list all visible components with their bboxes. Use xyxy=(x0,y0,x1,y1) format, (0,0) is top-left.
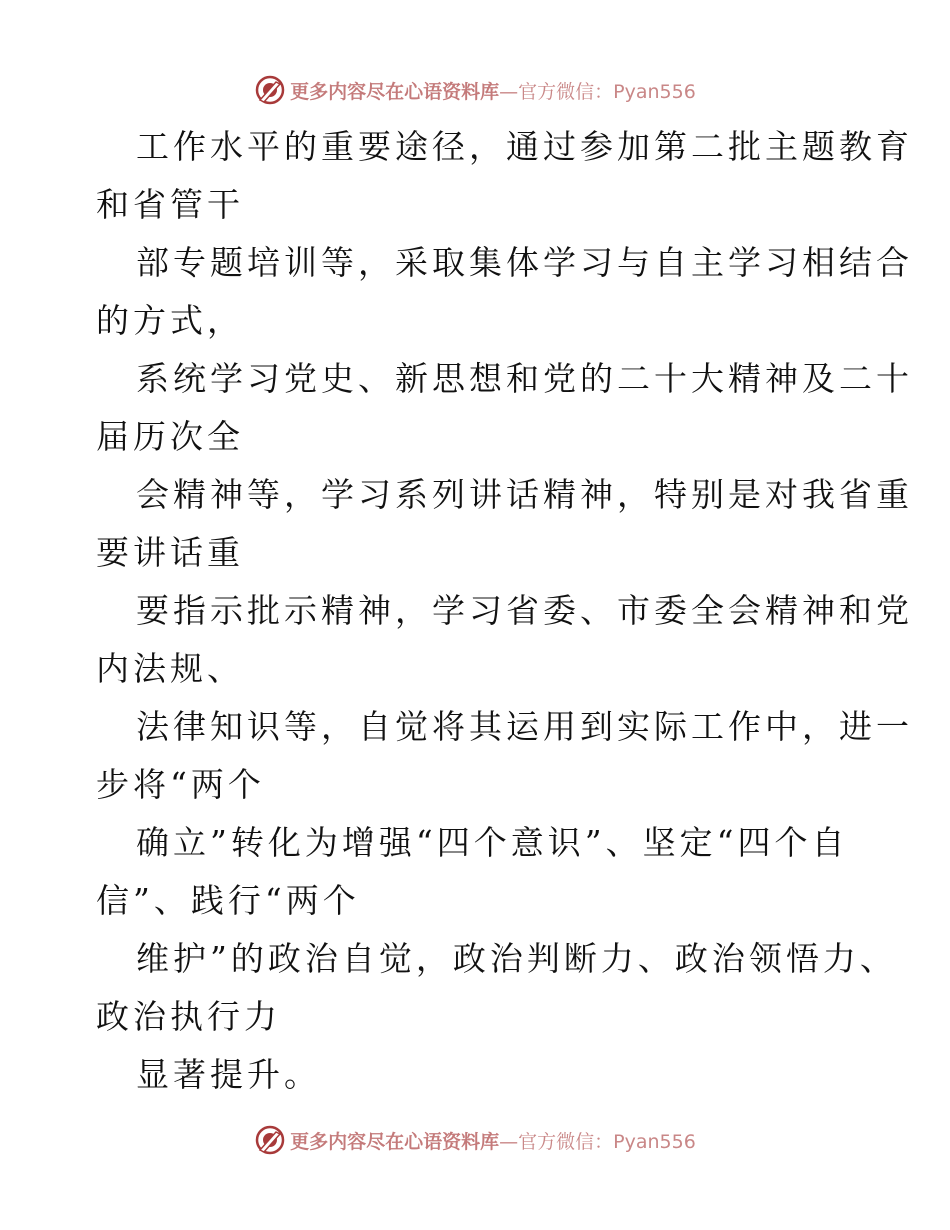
pen-logo-icon xyxy=(254,1124,286,1156)
text-line: 和省管干 xyxy=(96,185,244,224)
header-banner-text xyxy=(290,77,696,104)
header-banner xyxy=(0,70,950,110)
text-line: 工作水平的重要途径，通过参加第二批主题教育 xyxy=(136,127,913,166)
text-line: 要指示批示精神，学习省委、市委全会精神和党 xyxy=(136,591,913,630)
text-line: 法律知识等，自觉将其运用到实际工作中，进一 xyxy=(136,707,913,746)
footer-contact-text: 官方微信：Pyan556 xyxy=(518,1130,696,1153)
text-line: 内法规、 xyxy=(96,649,244,688)
text-line: 的方式， xyxy=(96,301,244,340)
text-line: 确立”转化为增强“四个意识”、坚定“四个自 xyxy=(136,823,849,862)
text-line: 部专题培训等，采取集体学习与自主学习相结合 xyxy=(136,243,913,282)
header-brand-text: 更多内容尽在心语资料库 xyxy=(290,80,500,103)
pen-logo-icon xyxy=(254,74,286,106)
text-line: 政治执行力 xyxy=(96,997,281,1036)
text-line: 系统学习党史、新思想和党的二十大精神及二十 xyxy=(136,359,913,398)
document-body xyxy=(96,118,913,1104)
text-line: 会精神等，学习系列讲话精神，特别是对我省重 xyxy=(136,475,913,514)
footer-banner-text xyxy=(290,1127,696,1154)
footer-banner xyxy=(0,1120,950,1160)
text-line: 信”、践行“两个 xyxy=(96,881,360,920)
footer-brand-text: 更多内容尽在心语资料库 xyxy=(290,1130,500,1153)
text-line: 步将“两个 xyxy=(96,765,265,804)
footer-separator: — xyxy=(499,1130,519,1153)
text-line: 维护”的政治自觉，政治判断力、政治领悟力、 xyxy=(136,939,897,978)
text-line: 要讲话重 xyxy=(96,533,244,572)
header-separator: — xyxy=(499,80,519,103)
header-contact-text: 官方微信：Pyan556 xyxy=(518,80,696,103)
text-line: 显著提升。 xyxy=(136,1055,321,1094)
text-line: 届历次全 xyxy=(96,417,244,456)
